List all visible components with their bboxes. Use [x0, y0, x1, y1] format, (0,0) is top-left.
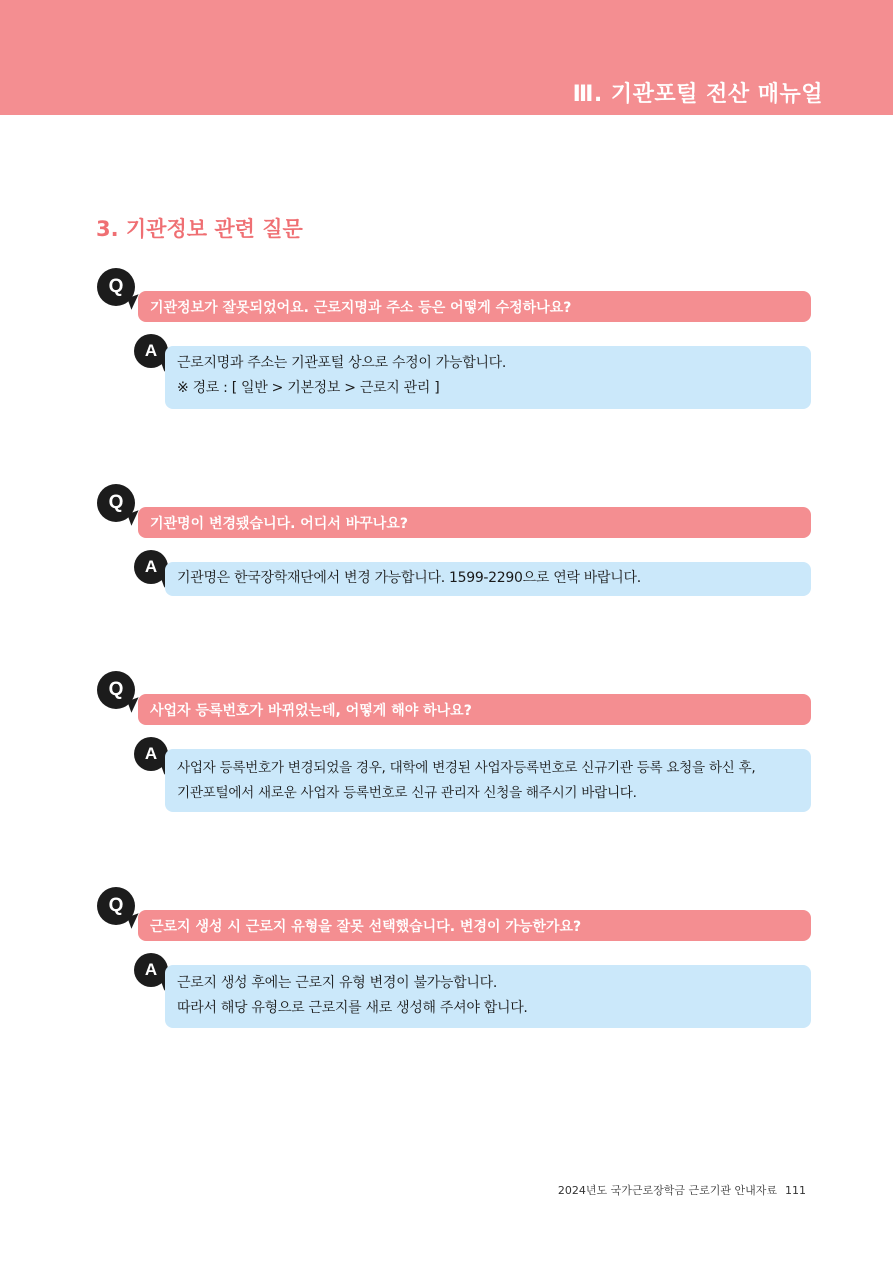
answer-line: 기관명은 한국장학재단에서 변경 가능합니다. 1599-2290으로 연락 바랍니다. — [177, 570, 641, 586]
answer-line: ※ 경로 : [ 일반 > 기본정보 > 근로지 관리 ] — [177, 380, 440, 396]
answer-line: 따라서 해당 유형으로 근로지를 새로 생성해 주셔야 합니다. — [177, 1000, 528, 1016]
answer-badge-icon: A — [134, 550, 168, 584]
question-bar: 기관명이 변경됐습니다. 어디서 바꾸나요? — [138, 507, 811, 538]
answer-box — [165, 749, 811, 812]
answer-box — [165, 965, 811, 1028]
answer-badge-icon: A — [134, 737, 168, 771]
footer-doc-title: 2024년도 국가근로장학금 근로기관 안내자료 — [557, 1184, 777, 1197]
question-bar: 사업자 등록번호가 바뀌었는데, 어떻게 해야 하나요? — [138, 694, 811, 725]
question-badge-icon: Q — [97, 268, 135, 306]
answer-line: 사업자 등록번호가 변경되었을 경우, 대학에 변경된 사업자등록번호로 신규기관 등록 요청을 하신 후, — [177, 760, 756, 776]
footer — [558, 1182, 806, 1198]
answer-badge-icon: A — [134, 334, 168, 368]
section-title: 3. 기관정보 관련 질문 — [96, 217, 303, 241]
answer-line: 근로지 생성 후에는 근로지 유형 변경이 불가능합니다. — [177, 975, 497, 991]
question-badge-icon: Q — [97, 484, 135, 522]
page-number: 111 — [785, 1184, 806, 1197]
question-bar: 기관정보가 잘못되었어요. 근로지명과 주소 등은 어떻게 수정하나요? — [138, 291, 811, 322]
answer-badge-icon: A — [134, 953, 168, 987]
answer-line: 근로지명과 주소는 기관포털 상으로 수정이 가능합니다. — [177, 355, 507, 371]
answer-box — [165, 562, 811, 596]
answer-box — [165, 346, 811, 409]
question-badge-icon: Q — [97, 671, 135, 709]
answer-line: 기관포털에서 새로운 사업자 등록번호로 신규 관리자 신청을 해주시기 바랍니다. — [177, 785, 637, 801]
question-bar: 근로지 생성 시 근로지 유형을 잘못 선택했습니다. 변경이 가능한가요? — [138, 910, 811, 941]
chapter-title: Ⅲ. 기관포털 전산 매뉴얼 — [572, 82, 823, 107]
question-badge-icon: Q — [97, 887, 135, 925]
header-band — [0, 0, 893, 115]
